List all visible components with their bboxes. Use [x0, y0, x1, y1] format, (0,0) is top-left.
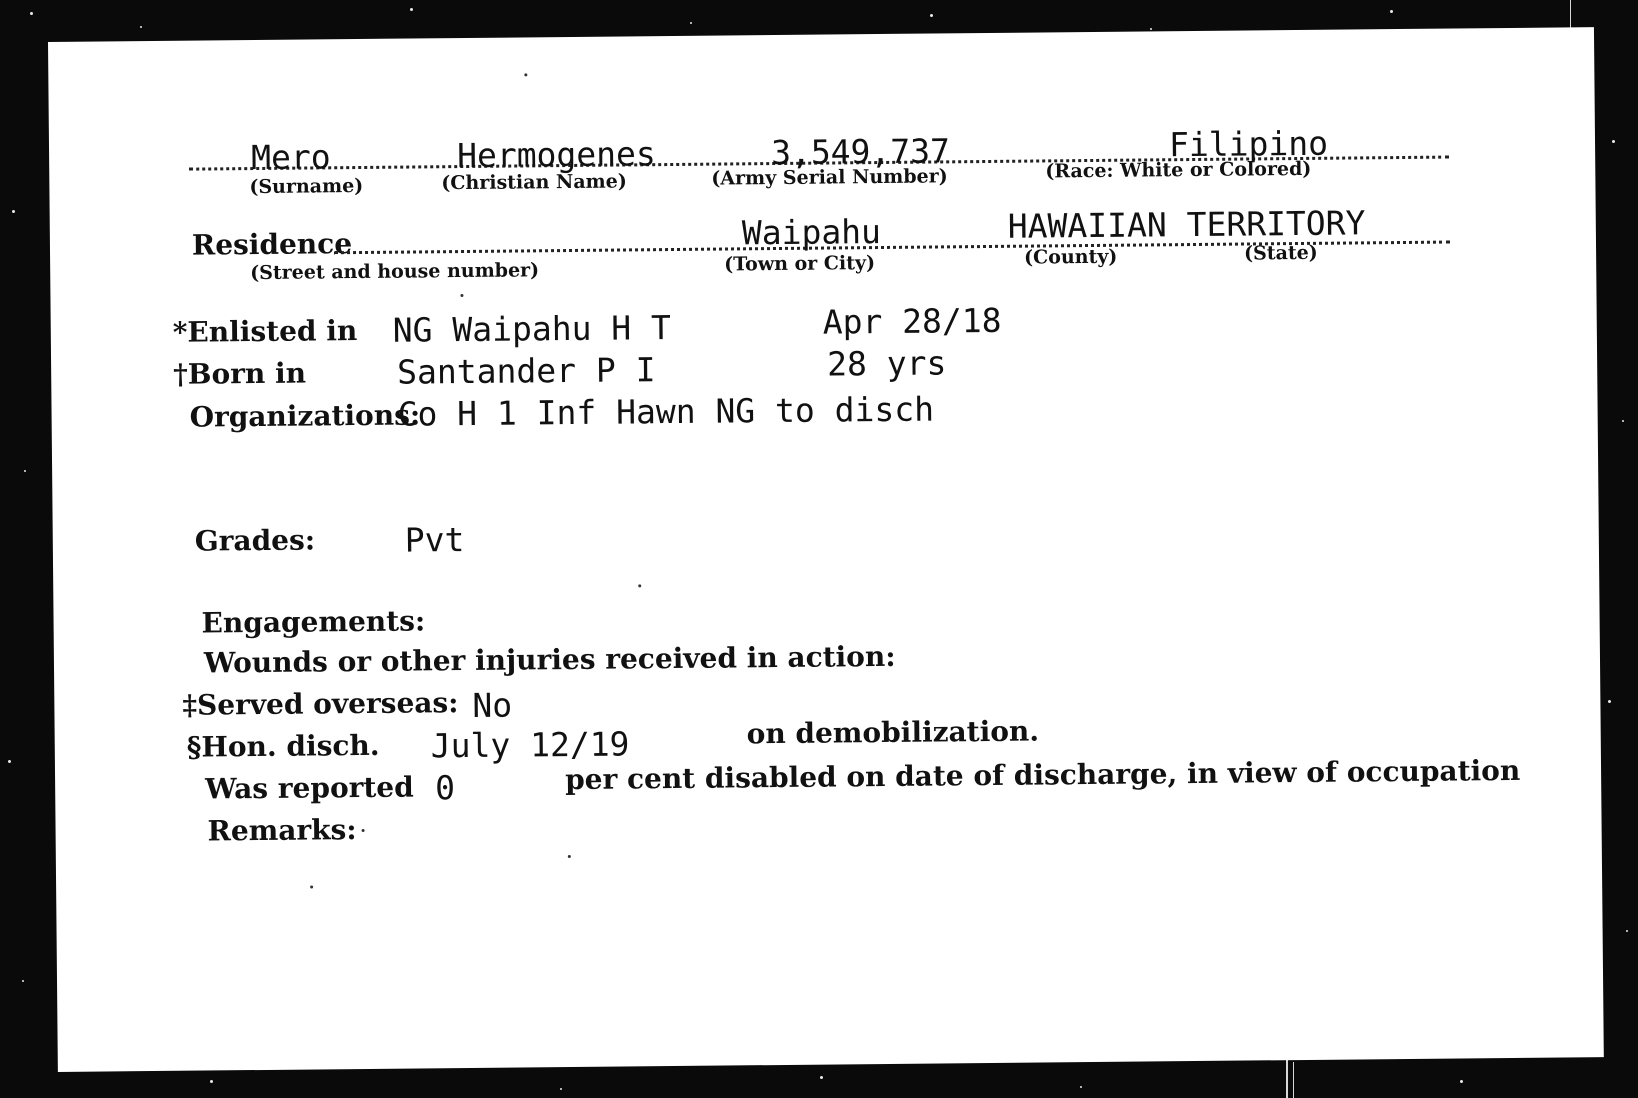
disability-suffix: per cent disabled on date of discharge, in view of occupation — [564, 753, 1521, 797]
noise-speck — [1612, 140, 1615, 143]
discharge-label: §Hon. disch. — [186, 728, 380, 764]
noise-speck — [1080, 1086, 1082, 1088]
service-record-card — [48, 27, 1604, 1072]
noise-speck — [1622, 420, 1624, 422]
race-caption: (Race: White or Colored) — [1045, 157, 1312, 183]
surname-value: Mero — [250, 137, 331, 178]
organizations-label: Organizations: — [189, 398, 421, 434]
discharge-date-value: July 12/19 — [430, 724, 630, 766]
noise-speck — [1460, 1080, 1463, 1083]
serial-number-caption: (Army Serial Number) — [711, 165, 948, 190]
born-place-value: Santander P I — [396, 350, 656, 392]
noise-speck — [24, 470, 26, 472]
grades-label: Grades: — [194, 523, 316, 558]
scan-edge-line — [1286, 1058, 1288, 1098]
noise-speck — [560, 1088, 562, 1090]
noise-speck — [140, 26, 142, 28]
organizations-value: Co H 1 Inf Hawn NG to disch — [397, 389, 935, 434]
residence-county-state-value: HAWAIIAN TERRITORY — [1007, 203, 1366, 246]
stray-mark — [460, 294, 463, 297]
noise-speck — [410, 8, 413, 11]
noise-speck — [210, 1080, 213, 1083]
noise-speck — [22, 980, 24, 982]
enlisted-date-value: Apr 28/18 — [822, 300, 1002, 342]
town-caption: (Town or City) — [724, 252, 876, 276]
stray-mark — [524, 73, 527, 76]
surname-caption: (Surname) — [249, 174, 364, 199]
born-label: †Born in — [173, 356, 307, 391]
noise-speck — [1608, 700, 1611, 703]
born-age-value: 28 yrs — [826, 343, 947, 384]
noise-speck — [690, 22, 692, 24]
disability-value: 0 — [434, 768, 456, 808]
stray-mark — [310, 885, 313, 888]
stray-mark — [638, 584, 641, 587]
enlisted-label: *Enlisted in — [172, 314, 358, 349]
noise-speck — [1150, 28, 1152, 30]
discharge-suffix: on demobilization. — [746, 714, 1040, 751]
noise-speck — [1390, 10, 1393, 13]
noise-speck — [930, 14, 933, 17]
noise-speck — [12, 210, 15, 213]
served-overseas-label: ‡Served overseas: — [182, 686, 459, 722]
noise-speck — [1626, 930, 1628, 932]
remarks-label: Remarks: — [207, 813, 357, 848]
disability-label: Was reported — [205, 770, 414, 806]
served-overseas-value: No — [472, 685, 513, 725]
christian-name-caption: (Christian Name) — [441, 170, 627, 195]
state-caption: (State) — [1243, 241, 1318, 265]
residence-town-value: Waipahu — [741, 212, 882, 253]
stray-mark — [362, 829, 365, 832]
christian-name-value: Hermogenes — [456, 134, 656, 176]
street-caption: (Street and house number) — [250, 259, 540, 285]
residence-label: Residence — [191, 227, 353, 262]
engagements-label: Engagements: — [201, 604, 426, 640]
noise-speck — [30, 12, 33, 15]
serial-number-value: 3,549,737 — [770, 131, 951, 173]
enlisted-place-value: NG Waipahu H T — [392, 308, 672, 350]
scan-edge-line — [1293, 1062, 1294, 1098]
county-caption: (County) — [1024, 245, 1118, 269]
wounds-label: Wounds or other injuries received in action: — [203, 639, 896, 680]
stray-mark — [568, 855, 571, 858]
noise-speck — [820, 1076, 823, 1079]
grades-value: Pvt — [404, 520, 465, 560]
noise-speck — [8, 760, 11, 763]
race-value: Filipino — [1168, 123, 1329, 165]
